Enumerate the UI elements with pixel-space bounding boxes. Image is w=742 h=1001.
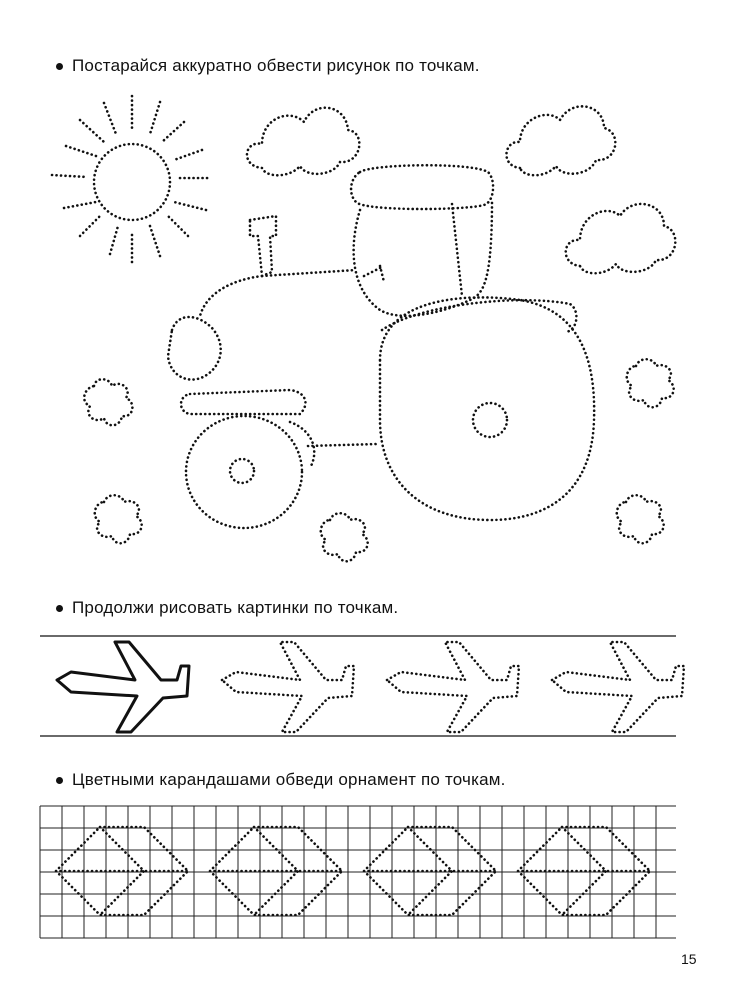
hexagon-icon (56, 827, 188, 915)
task-text-2: Продолжи рисовать картинки по точкам. (72, 598, 399, 617)
task-text-3: Цветными карандашами обведи орнамент по точкам. (72, 770, 506, 789)
page-number: 15 (681, 951, 697, 967)
hexagon-icon (518, 827, 650, 915)
hexagon-icon (364, 827, 496, 915)
hexagon-icon (210, 827, 342, 915)
task-text-1: Постарайся аккуратно обвести рисунок по точкам. (72, 56, 480, 75)
